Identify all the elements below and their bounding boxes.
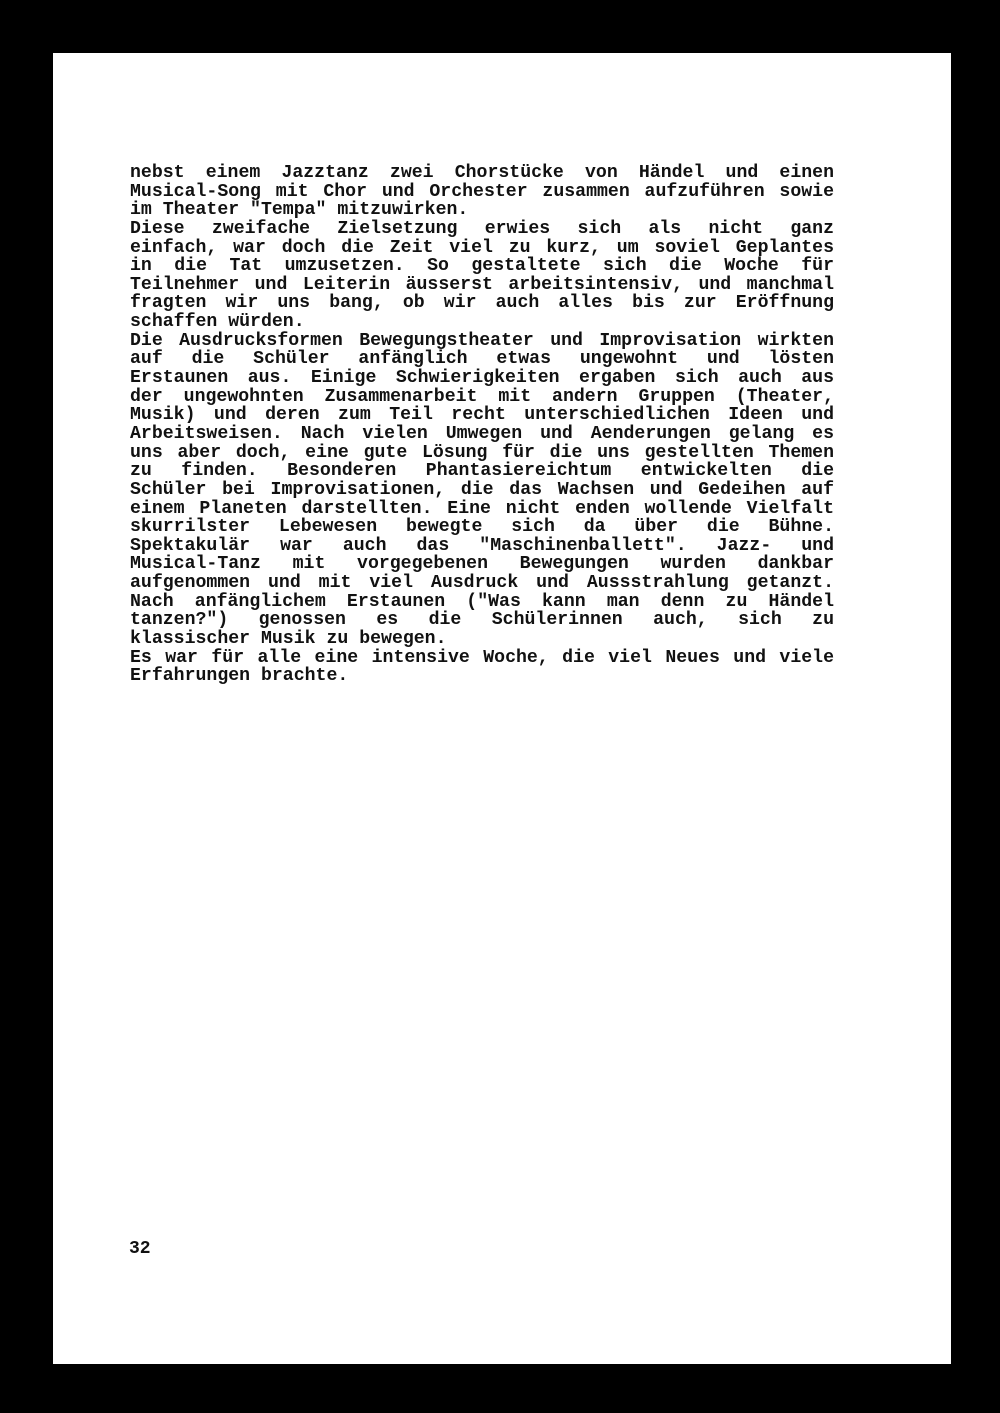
text-line: auf die Schüler anfänglich etwas ungewohnt und lösten (130, 349, 834, 370)
body-text (130, 164, 834, 686)
text-line: Musik) und deren zum Teil recht unterschiedlichen Ideen und (130, 405, 834, 426)
text-line: einem Planeten darstellten. Eine nicht enden wollende Vielfalt (130, 498, 834, 519)
text-line: Erfahrungen brachte. (130, 666, 349, 687)
document-page (53, 53, 951, 1364)
text-line: Erstaunen aus. Einige Schwierigkeiten ergaben sich auch aus (130, 368, 834, 389)
text-line: einfach, war doch die Zeit viel zu kurz, um soviel Geplantes (130, 237, 834, 258)
text-line: Musical-Tanz mit vorgegebenen Bewegungen wurden dankbar (130, 554, 834, 575)
text-line: klassischer Musik zu bewegen. (130, 629, 447, 650)
text-line: nebst einem Jazztanz zwei Chorstücke von Händel und einen (130, 163, 834, 183)
text-line: aufgenommen und mit viel Ausdruck und Aussstrahlung getanzt. (130, 573, 834, 594)
text-line: Musical-Song mit Chor und Orchester zusammen aufzuführen sowie (130, 181, 834, 202)
page-number: 32 (129, 1239, 151, 1259)
text-line: Diese zweifache Zielsetzung erwies sich als nicht ganz (130, 218, 834, 239)
text-line: Es war für alle eine intensive Woche, die viel Neues und viele (130, 647, 834, 668)
text-line: zu finden. Besonderen Phantasiereichtum entwickelten die (130, 461, 834, 482)
text-line: Teilnehmer und Leiterin äusserst arbeitsintensiv, und manchmal (130, 274, 834, 295)
text-line: fragten wir uns bang, ob wir auch alles bis zur Eröffnung (130, 293, 834, 314)
text-line: tanzen?") genossen es die Schülerinnen auch, sich zu (130, 610, 834, 631)
text-line: uns aber doch, eine gute Lösung für die uns gestellten Themen (130, 442, 834, 463)
text-line: Die Ausdrucksformen Bewegungstheater und Improvisation wirkten (130, 330, 834, 351)
text-line: Schüler bei Improvisationen, die das Wachsen und Gedeihen auf (130, 479, 834, 500)
text-line: in die Tat umzusetzen. So gestaltete sich die Woche für (130, 256, 834, 277)
text-line: im Theater "Tempa" mitzuwirken. (130, 200, 469, 221)
text-line: Spektakulär war auch das "Maschinenballett". Jazz- und (130, 535, 834, 556)
text-line: schaffen würden. (130, 312, 305, 333)
text-line: der ungewohnten Zusammenarbeit mit andern Gruppen (Theater, (130, 386, 834, 407)
text-line: skurrilster Lebewesen bewegte sich da über die Bühne. (130, 517, 834, 538)
text-line: Arbeitsweisen. Nach vielen Umwegen und Aenderungen gelang es (130, 423, 834, 444)
text-line: Nach anfänglichem Erstaunen ("Was kann man denn zu Händel (130, 591, 834, 612)
